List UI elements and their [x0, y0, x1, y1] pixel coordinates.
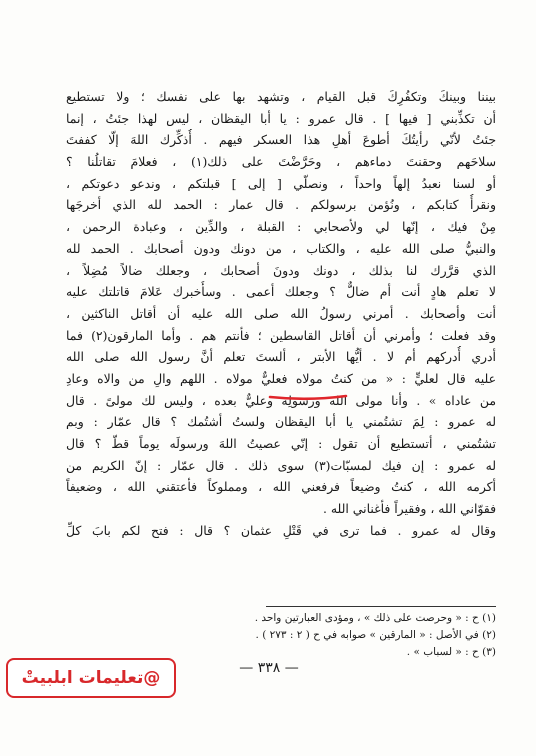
text-line: جئتُ لأنّي رأيتُكَ أطوعَ أهلِ هذا العسكر فيهم . أُذكِّرك اللهَ إلّا كففتَ — [66, 132, 496, 148]
text-line: أو لسنا نعبدُ إلهاً واحداً ، ونصلّي [ إلى ] قبلتكم ، وندعو دعوتكم ، — [66, 175, 496, 191]
footnote-item: (٣) ح : « لسباب » . — [406, 646, 496, 658]
footnotes — [150, 610, 496, 661]
text-line: الذي قرَّرك لنا بذلك ، دونك ودونَ أصحابك ، وجعلك ضالاً مُضِلاً ، — [66, 262, 496, 278]
watermark-text: @تعليمات ابلبيتْ — [21, 668, 161, 688]
text-line: مِنْ فيك ، إنّها لي ولأصحابي : القبلة ، والدِّين ، وعبادة الرحمن ، — [66, 219, 496, 235]
text-line: فقوّاني الله ، وفقيراً فأغناني الله . — [323, 501, 496, 517]
text-line: عليه قال لعليٍّ : « من كنتُ مولاه فعليٌّ مولاه . اللهم والِ من والاه وعادِ — [66, 370, 496, 386]
text-line: أدري أُدركهم أم لا . أيُّها الأبتر ، ألستَ تعلم أنَّ رسول الله صلى الله — [66, 349, 496, 365]
text-line: سلاحَهم وحقنتَ دماءهم ، وحَرَّضْتَ على ذلك(١) ، فعلامَ تقاتلُنا ؟ — [66, 154, 496, 170]
footnote-divider — [266, 606, 496, 607]
text-line: وقد فعلت ؛ وأمرني أن أقاتل القاسطين ؛ فأنتم هم . وأما المارقون(٢) فما — [66, 327, 496, 343]
text-line: لا تعلم هادٍ أنت أم ضالٌّ ؟ وجعلك أعمى . وسأُخبرك عَلامَ قاتلتك عليه — [66, 284, 496, 300]
page-number: — ٣٣٨ — — [239, 660, 299, 676]
red-underline-annotation — [268, 392, 348, 402]
footnote-item: (٢) في الأصل : « المارقين » صوابه في ح ( ٢ : ٢٧٣ ) . — [255, 629, 496, 641]
text-line: وقال له عمرو . فما ترى في قَتْلِ عثمان ؟ قال : فتح لكم بابَ كلِّ — [66, 522, 496, 538]
text-line: أكرمه الله ، كنتُ وضيعاً فرفعني الله ، ومملوكاً فأعتقني الله ، وضعيفاً — [66, 479, 496, 495]
text-line: أنت وأصحابك . أمرني رسولُ الله صلى الله عليه أن أقاتل الناكثين ، — [66, 305, 496, 321]
text-line: من عاداه » . وأنا مولى الله ورسولِه وعليٌّ بعده ، وليس لك مولىً . قال — [66, 392, 496, 408]
text-line: أن تكذِّبني [ فيها ] . قال عمرو : يا أبا اليقظان ، ليس لهذا جئتُ ، إنما — [66, 110, 496, 126]
text-line: بيننا وبينكَ وتكفُرِكَ قبل القيام ، وتشهد بها على نفسك ؛ ولا تستطيع — [66, 89, 496, 104]
text-line: والنبيُّ صلى الله عليه ، والكتاب ، من دونك ودون أصحابك . الحمد لله — [66, 240, 496, 256]
text-line: له عمرو : إن فيك لمسبّات(٣) سوى ذلك . قال عمّار : إنّ الكريم من — [66, 457, 496, 473]
text-line: تشتُمني ، أتستطيع أن تقول : إنّي عصيتُ اللهَ ورسولَه يوماً قطّ ؟ قال — [66, 436, 496, 451]
text-line: ونقرأُ كتابكم ، ونُؤمن برسولكم . قال عمار : الحمد لله الذي أخرجَها — [66, 197, 496, 213]
watermark-stamp — [6, 658, 176, 698]
footnote-item: (١) ح : « وحرصت على ذلك » ، ومؤدى العبارتين واحد . — [254, 612, 496, 624]
body-text — [66, 86, 496, 541]
text-line: له عمرو : لِمَ تشتُمني يا أبا اليقظان ولستُ أشتُمك ؟ قال عمّار : وبم — [66, 414, 496, 430]
